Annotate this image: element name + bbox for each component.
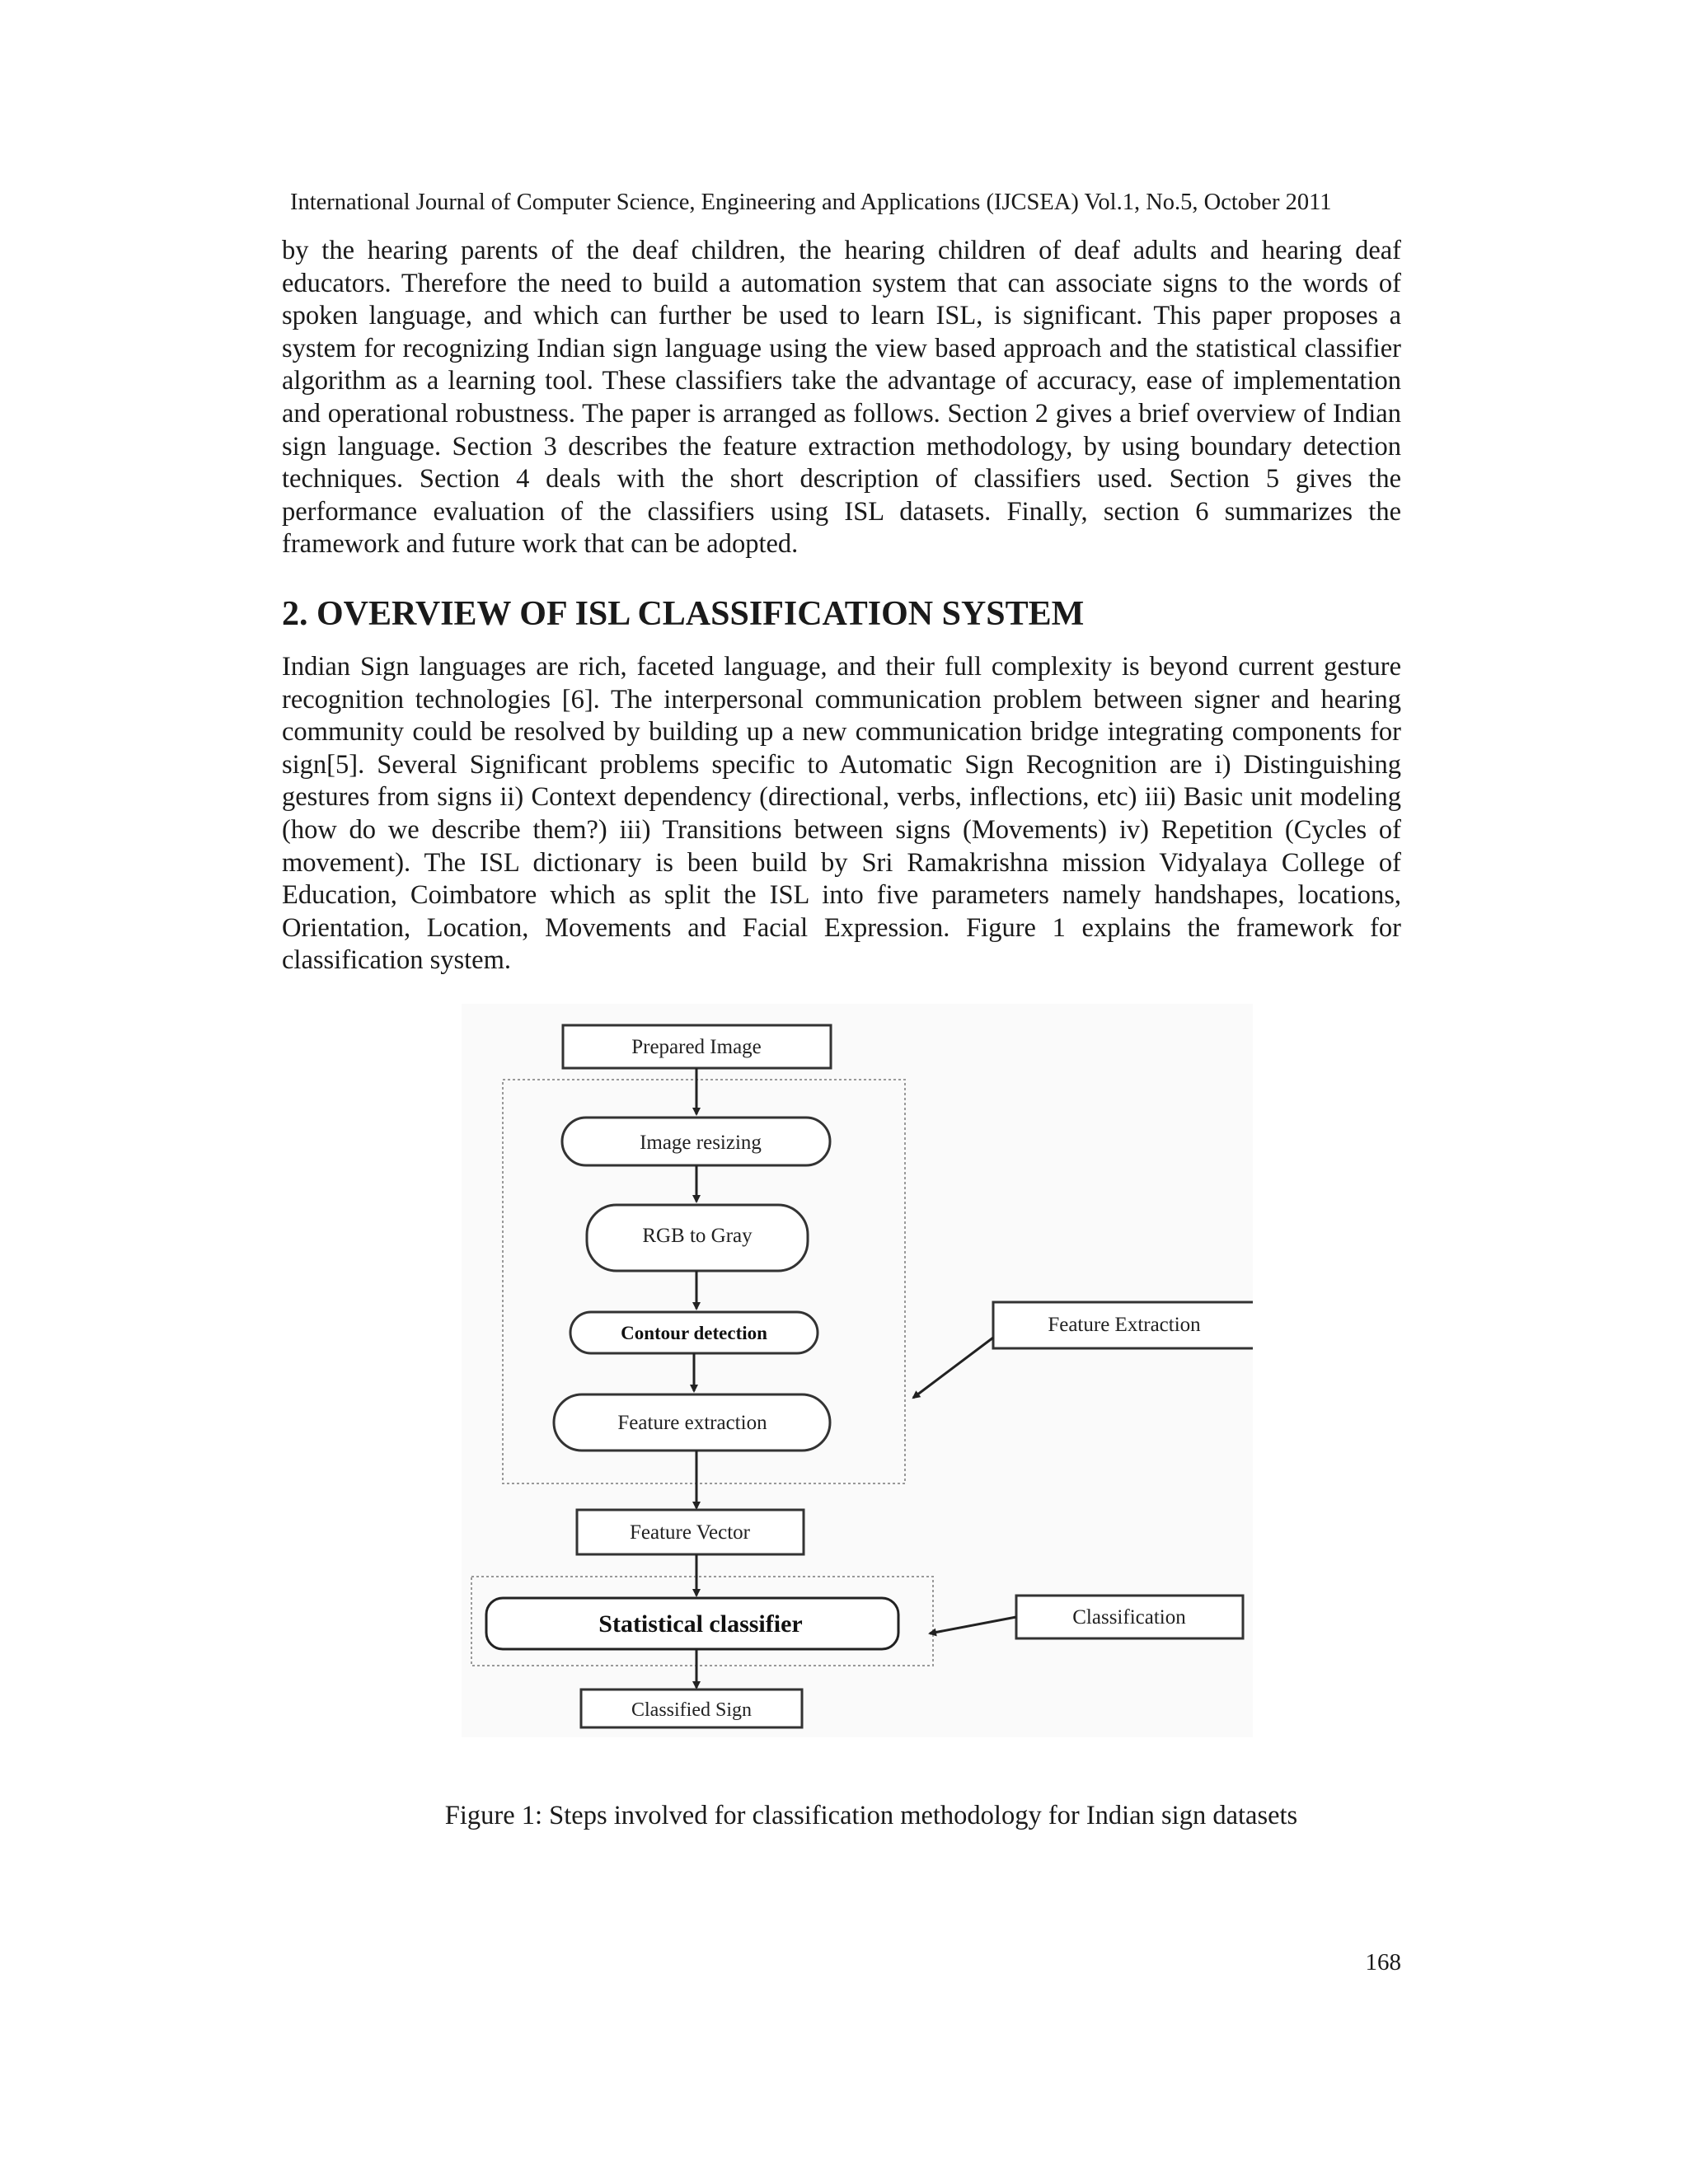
classified-sign-label: Classified Sign xyxy=(631,1699,753,1721)
image-resizing-label: Image resizing xyxy=(640,1132,762,1154)
journal-header: International Journal of Computer Science, Engineering and Applications (IJCSEA) Vol.1, No.5, October 2011 xyxy=(290,190,1332,215)
feature-vector-label: Feature Vector xyxy=(629,1521,751,1544)
classification-callout-label: Classification xyxy=(1072,1606,1186,1629)
section-heading: 2. OVERVIEW OF ISL CLASSIFICATION SYSTEM xyxy=(282,595,1085,633)
figure-caption: Figure 1: Steps involved for classification methodology for Indian sign datasets xyxy=(444,1801,1298,1830)
overview-paragraph: Indian Sign languages are rich, faceted language, and their full complexity is beyond current gesture recognition technologies [6]. The interpersonal communication problem between signer and hearing community could be resolved by building up a new communication bridge integrating components for sign[5]. Several Significant problems specific to Automatic Sign Recognition are i) Distinguishing gestures from signs ii) Context dependency (directional, verbs, inflections, etc) iii) Basic unit modeling (how do we describe them?) iii) Transitions between signs (Movements) iv) Repetition (Cycles of movement). The ISL dictionary is been build by Sri Ramakrishna mission Vidyalaya College of Education, Coimbatore which as split the ISL into five parameters namely handshapes, locations, Orientation, Location, Movements and Facial Expression. Figure 1 explains the framework for classification system. xyxy=(282,652,1401,976)
rgb-to-gray-label: RGB to Gray xyxy=(642,1225,753,1247)
statistical-classifier-label: Statistical classifier xyxy=(598,1610,803,1638)
page-number: 168 xyxy=(1365,1949,1401,1975)
feature-extraction-step-label: Feature extraction xyxy=(617,1412,767,1434)
flowchart xyxy=(462,1004,1253,1737)
figure-1 xyxy=(462,1004,1253,1737)
intro-paragraph: by the hearing parents of the deaf children, the hearing children of deaf adults and hearing deaf educators. Therefore the need to build a automation system that can associate signs to the words of spoken language, and which can further be used to learn ISL, is significant. This paper proposes a system for recognizing Indian sign language using the view based approach and the statistical classifier algorithm as a learning tool. These classifiers take the advantage of accuracy, ease of implementation and operational robustness. The paper is arranged as follows. Section 2 gives a brief overview of Indian sign language. Section 3 describes the feature extraction methodology, by using boundary detection techniques. Section 4 deals with the short description of classifiers used. Section 5 gives the performance evaluation of the classifiers using ISL datasets. Finally, section 6 summarizes the framework and future work that can be adopted. xyxy=(282,236,1401,560)
contour-detection-label: Contour detection xyxy=(621,1323,767,1343)
prepared-image-label: Prepared Image xyxy=(631,1036,762,1058)
feature-extraction-callout-label: Feature Extraction xyxy=(1048,1314,1201,1336)
